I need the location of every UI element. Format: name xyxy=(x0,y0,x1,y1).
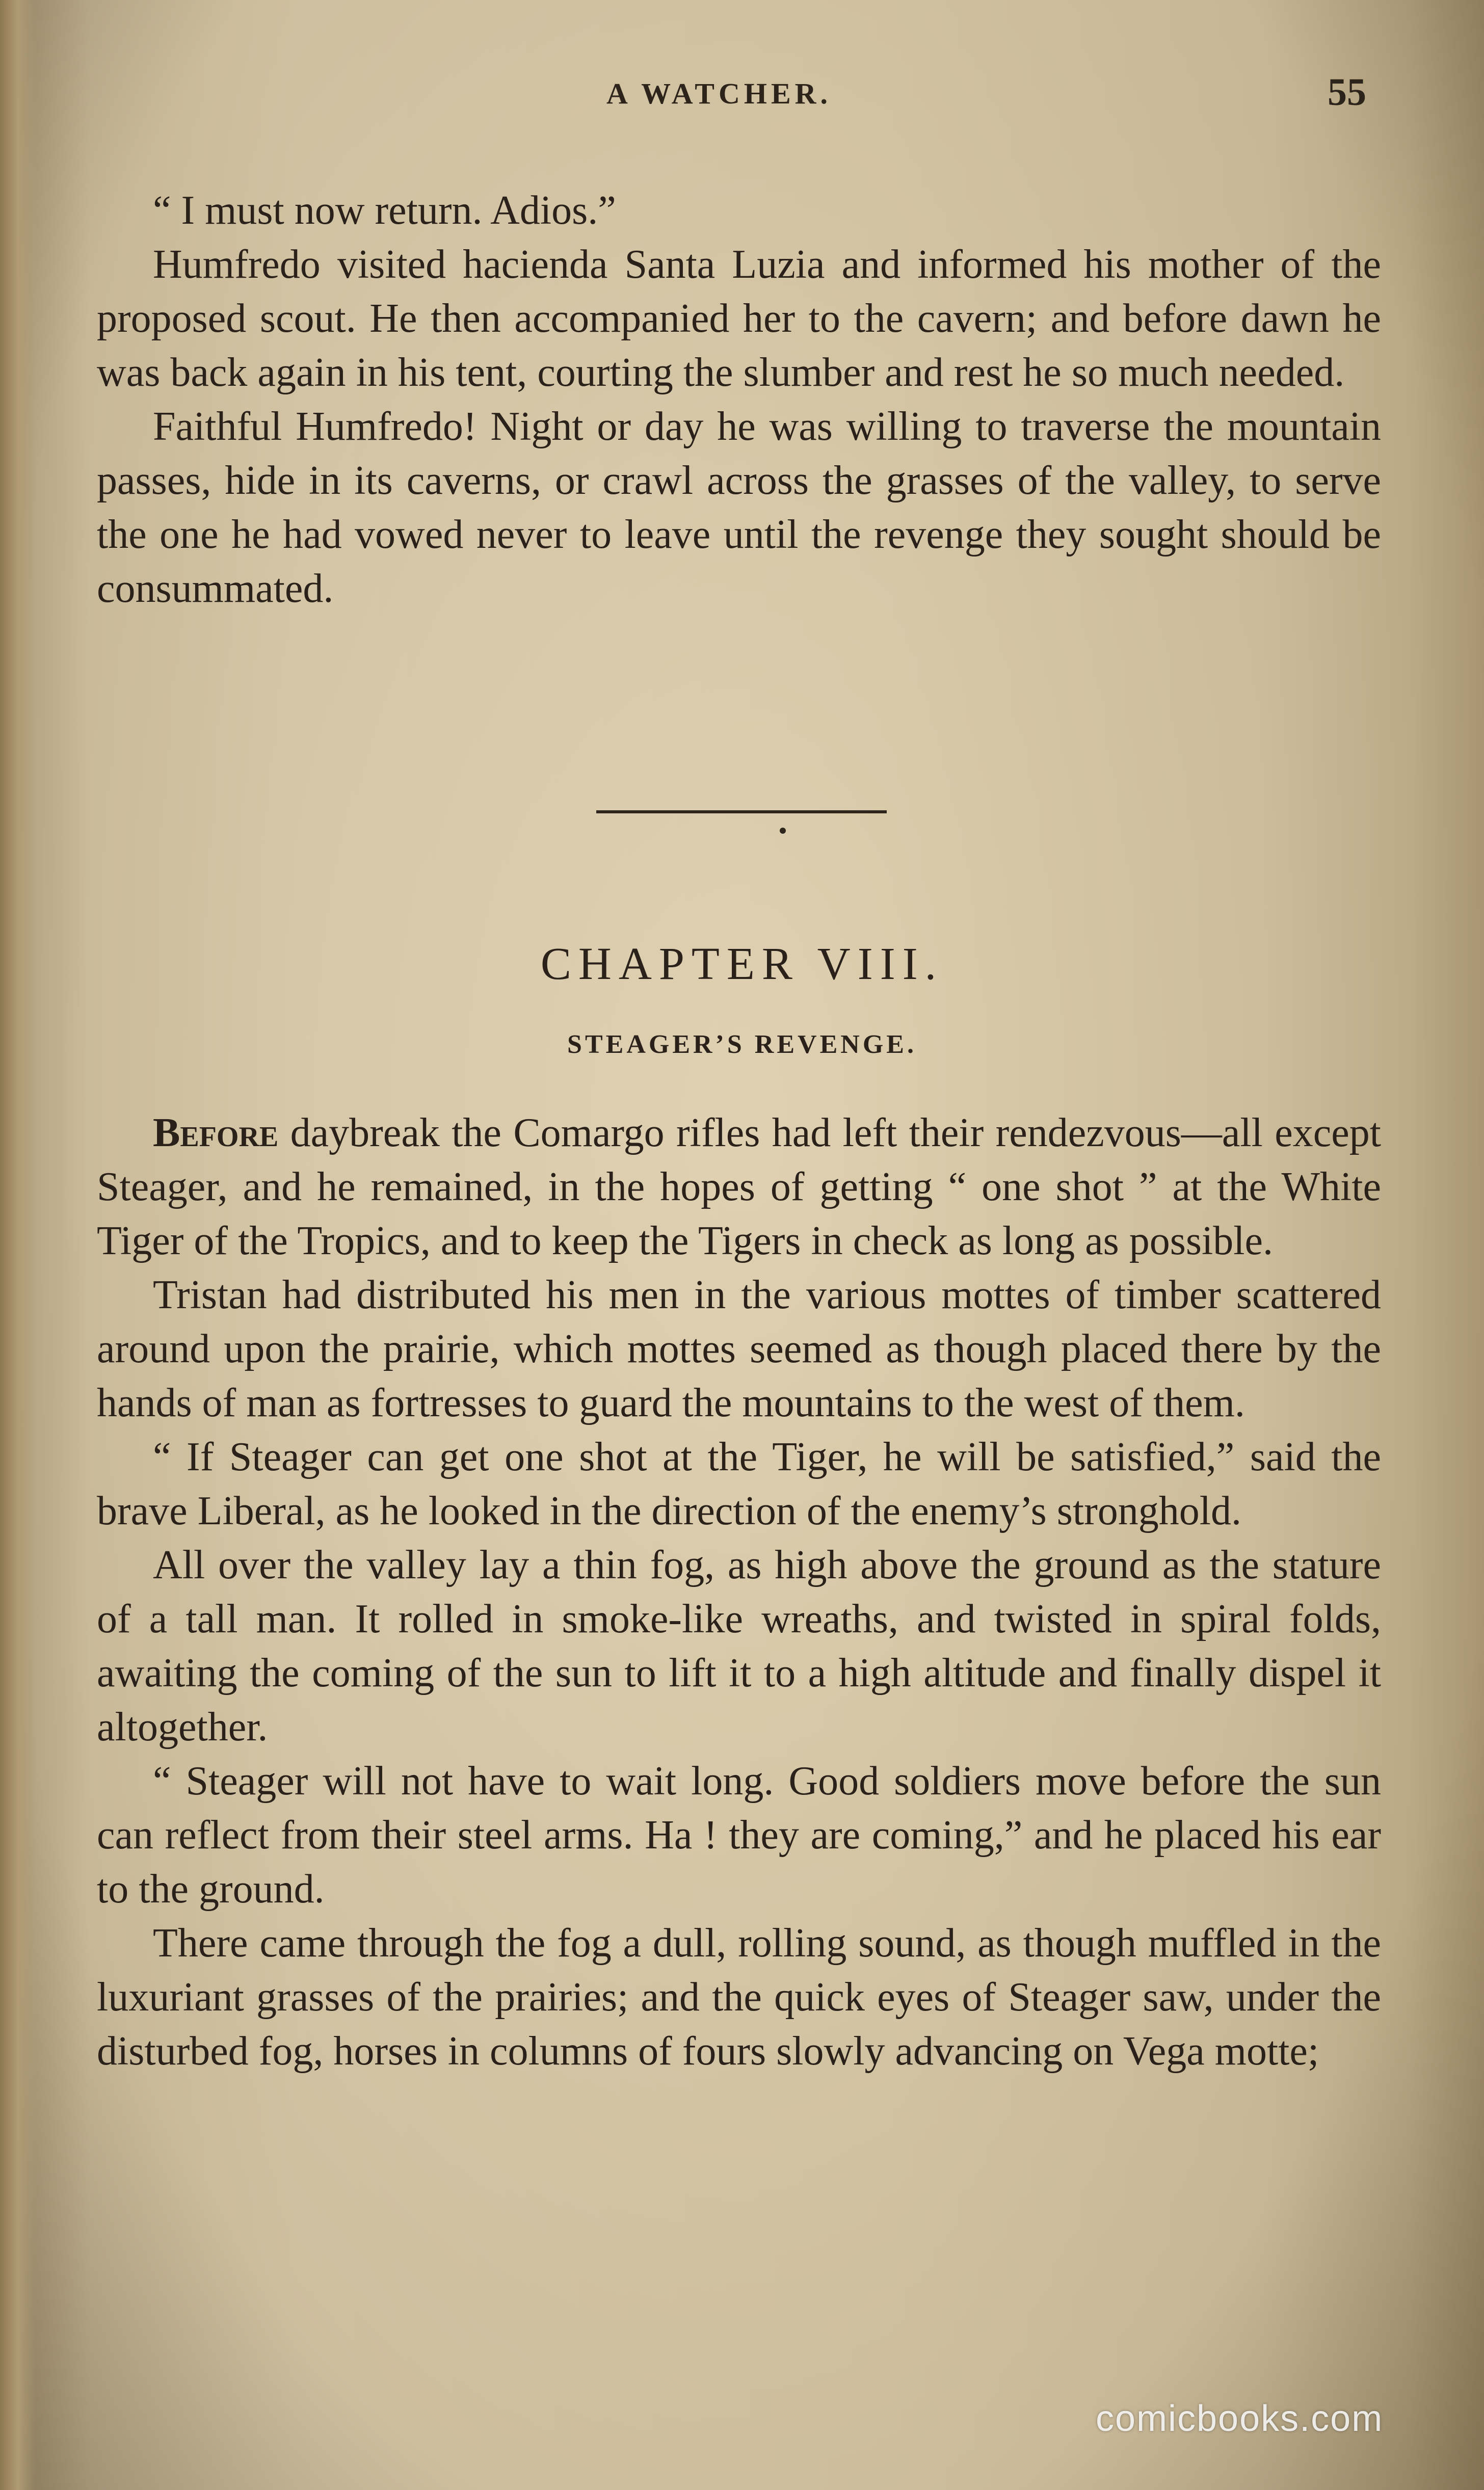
paragraph: Humfredo visited hacienda Santa Luzia and informed his mother of the proposed scout. He then accompanied her to the cavern; and before dawn he was back again in his tent, courting the slumber and rest he so much needed. xyxy=(97,242,1381,395)
section-divider-rule xyxy=(596,810,887,813)
chapter-title: CHAPTER VIII. xyxy=(540,939,944,989)
watermark: comicbooks.com xyxy=(1096,2398,1384,2439)
paragraph xyxy=(97,1106,1381,1268)
paragraph: Tristan had distributed his men in the various mottes of timber scattered around upon the prairie, which mottes seemed as though placed there by the hands of man as fortresses to guard the mountains to the west of them. xyxy=(97,1273,1381,1425)
paragraph: “ I must now return. Adios.” xyxy=(153,188,616,233)
paragraph: Faithful Humfredo! Night or day he was willing to traverse the mountain passes, hide in its caverns, or crawl across the grasses of the valley, to serve the one he had vowed never to leave until the revenge they sought should be consummated. xyxy=(97,404,1381,611)
chapter-text xyxy=(97,1106,1381,2078)
running-head: A WATCHER. xyxy=(606,77,832,110)
section-divider-dot xyxy=(780,828,786,834)
paragraph: There came through the fog a dull, rolling sound, as though muffled in the luxuriant grasses of the prairies; and the quick eyes of Steager saw, under the disturbed fog, horses in columns of fours slowly advancing on Vega motte; xyxy=(97,1921,1381,2074)
paragraph: “ If Steager can get one shot at the Tiger, he will be satisfied,” said the brave Liberal, as he looked in the direction of the enemy’s stronghold. xyxy=(97,1435,1381,1533)
page-gutter-shadow xyxy=(0,0,36,2490)
drop-word: Before xyxy=(153,1110,279,1155)
page-number: 55 xyxy=(1328,71,1366,114)
chapter-subtitle: STEAGER’S REVENGE. xyxy=(567,1030,917,1059)
paragraph: All over the valley lay a thin fog, as high above the ground as the stature of a tall man. It rolled in smoke-like wreaths, and twisted in spiral folds, awaiting the coming of the sun to lift it to a high altitude and finally dispel it altogether. xyxy=(97,1543,1381,1750)
previous-chapter-text xyxy=(97,183,1381,616)
paragraph: “ Steager will not have to wait long. Good soldiers move before the sun can reflect from their steel arms. Ha ! they are coming,” and he placed his ear to the ground. xyxy=(97,1759,1381,1912)
paragraph-rest: daybreak the Comargo rifles had left their rendezvous—all except Steager, and he remained, in the hopes of getting “ one shot ” at the White Tiger of the Tropics, and to keep the Tigers in check as long as possible. xyxy=(97,1110,1381,1263)
